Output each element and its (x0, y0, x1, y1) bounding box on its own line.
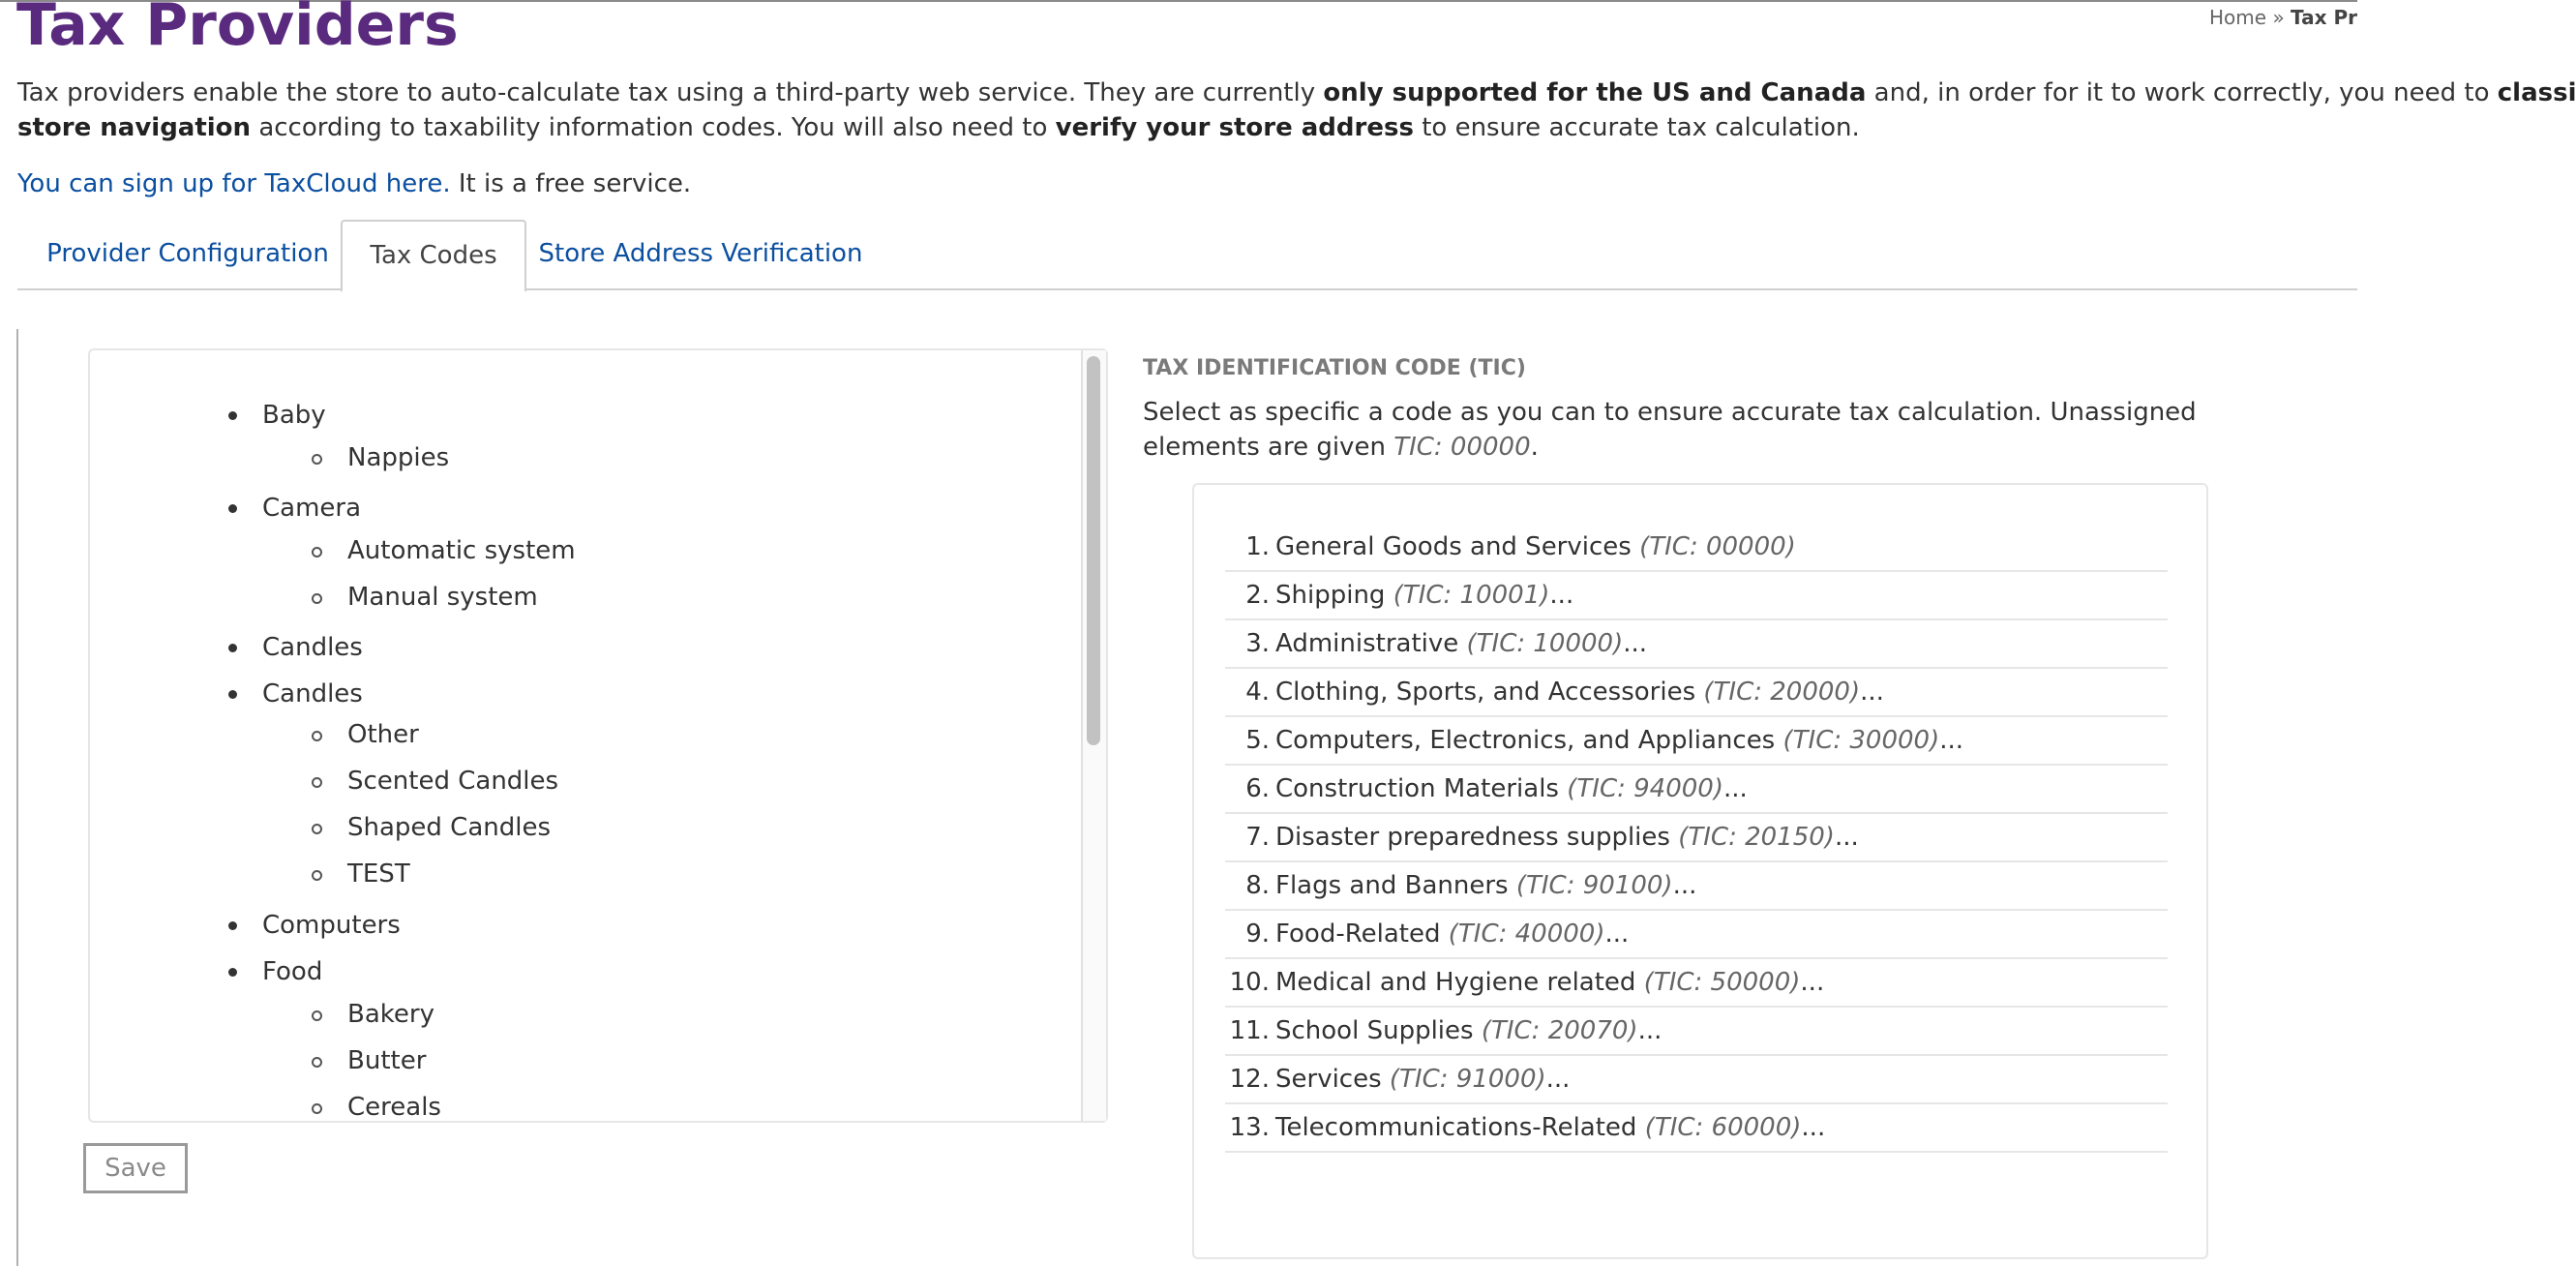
tic-item-code: (TIC: 30000) (1782, 726, 1940, 755)
bullet-icon (228, 921, 237, 930)
tic-item-number: 13. (1229, 1113, 1270, 1142)
tic-item-name: Clothing, Sports, and Accessories (1275, 678, 1696, 707)
tic-item-name: Telecommunications-Related (1275, 1113, 1637, 1142)
bullet-icon (228, 644, 237, 652)
tree-category-item[interactable] (262, 632, 363, 663)
bullet-icon (228, 411, 237, 420)
tree-item-label: Food (262, 957, 323, 987)
tic-item-number: 3. (1245, 629, 1270, 658)
hollow-bullet-icon (312, 870, 322, 881)
tree-category-item[interactable] (262, 956, 322, 987)
tab-store-address-verification[interactable]: Store Address Verification (538, 239, 863, 268)
tic-item-name: General Goods and Services (1275, 532, 1632, 561)
tic-item-name: Services (1275, 1065, 1382, 1094)
hollow-bullet-icon (312, 777, 322, 788)
tic-item-name: Flags and Banners (1275, 871, 1509, 900)
tree-item-label: Butter (347, 1045, 427, 1075)
tic-item-number: 10. (1229, 968, 1270, 997)
tic-item-expand[interactable]: ... (1637, 1016, 1662, 1045)
tic-item-expand[interactable]: ... (1722, 774, 1748, 803)
tree-category-item[interactable] (262, 400, 326, 431)
tic-item-code: (TIC: 90100) (1515, 871, 1673, 900)
save-button[interactable]: Save (83, 1143, 188, 1193)
tree-subcategory-item[interactable] (347, 812, 551, 843)
tic-item-number: 8. (1245, 871, 1270, 900)
tic-list-item[interactable] (1225, 862, 2168, 911)
tic-list-item[interactable] (1225, 1104, 2168, 1153)
tic-item-name: Medical and Hygiene related (1275, 968, 1636, 997)
tic-list-item[interactable] (1225, 572, 2168, 620)
tree-subcategory-item[interactable] (347, 1045, 426, 1076)
tree-subcategory-item[interactable] (347, 766, 558, 797)
breadcrumb-separator: » (2272, 6, 2285, 29)
tic-item-number: 12. (1229, 1065, 1270, 1094)
tic-item-number: 11. (1229, 1016, 1270, 1045)
intro-text-4: to ensure accurate tax calculation. (1413, 113, 1860, 142)
panel-left-border (16, 329, 18, 1266)
tree-scrollbar-thumb[interactable] (1087, 356, 1100, 745)
tic-item-code: (TIC: 10001) (1393, 581, 1550, 610)
tree-subcategory-item[interactable] (347, 535, 576, 566)
tree-item-label: Cereals (347, 1092, 441, 1122)
tic-item-number: 1. (1245, 532, 1270, 561)
tic-item-expand[interactable]: ... (1623, 629, 1648, 658)
tree-item-label: Candles (262, 633, 363, 663)
tic-list-item[interactable] (1225, 959, 2168, 1008)
tic-item-name: Food-Related (1275, 919, 1441, 949)
tic-item-expand[interactable]: ... (1834, 823, 1859, 852)
tab-tax-codes[interactable]: Tax Codes (341, 220, 526, 292)
tree-item-label: Other (347, 720, 419, 750)
tic-list-item[interactable] (1225, 911, 2168, 959)
tree-item-label: Candles (262, 679, 363, 709)
tic-item-number: 5. (1245, 726, 1270, 755)
intro-bold-2: classi (2497, 78, 2576, 107)
bullet-icon (228, 504, 237, 513)
intro-bold-4: verify your store address (1055, 113, 1414, 142)
intro-text-2: and, in order for it to work correctly, you need to (1866, 78, 2498, 107)
tic-item-name: Shipping (1275, 581, 1386, 610)
tree-item-label: Manual system (347, 582, 538, 612)
signup-text: It is a free service. (450, 169, 692, 198)
hollow-bullet-icon (312, 1103, 322, 1114)
tree-item-label: Baby (262, 401, 326, 431)
breadcrumb-current: Tax Pr (2291, 6, 2357, 29)
tic-list-item[interactable] (1225, 717, 2168, 766)
intro-bold-3: store navigation (17, 113, 252, 142)
tic-list-item[interactable] (1225, 814, 2168, 862)
hollow-bullet-icon (312, 454, 322, 465)
tic-item-expand[interactable]: ... (1860, 678, 1884, 707)
tic-item-number: 9. (1245, 919, 1270, 949)
hollow-bullet-icon (312, 547, 322, 558)
tic-item-code: (TIC: 20000) (1703, 678, 1861, 707)
tic-item-name: Disaster preparedness supplies (1275, 823, 1670, 852)
tree-item-label: Camera (262, 494, 362, 524)
tic-item-code: (TIC: 60000) (1644, 1113, 1802, 1142)
tic-item-expand[interactable]: ... (1939, 726, 1964, 755)
tic-item-number: 6. (1245, 774, 1270, 803)
tic-item-name: School Supplies (1275, 1016, 1474, 1045)
tree-item-label: Shaped Candles (347, 813, 552, 843)
hollow-bullet-icon (312, 731, 322, 741)
tic-description-end: . (1530, 433, 1539, 462)
tree-subcategory-item[interactable] (347, 719, 419, 750)
hollow-bullet-icon (312, 1010, 322, 1021)
tic-item-expand[interactable]: ... (1801, 1113, 1826, 1142)
tree-category-item[interactable] (262, 493, 361, 524)
tic-item-code: (TIC: 00000) (1639, 532, 1796, 561)
tic-item-name: Construction Materials (1275, 774, 1559, 803)
tic-item-code: (TIC: 10000) (1466, 629, 1624, 658)
tic-item-expand[interactable]: ... (1545, 1065, 1571, 1094)
hollow-bullet-icon (312, 593, 322, 604)
tic-default-code: TIC: 00000 (1393, 433, 1531, 462)
category-tree-panel[interactable] (88, 348, 1108, 1123)
tic-item-expand[interactable]: ... (1549, 581, 1574, 610)
intro-text-3: according to taxability information codes. You will also need to (251, 113, 1056, 142)
tree-item-label: Computers (262, 911, 401, 941)
bullet-icon (228, 968, 237, 977)
tree-subcategory-item[interactable] (347, 999, 434, 1030)
bullet-icon (228, 690, 237, 699)
tree-item-label: TEST (347, 859, 410, 889)
tab-bar (17, 220, 2357, 290)
tic-item-name: Administrative (1275, 629, 1459, 658)
intro-text (17, 75, 2576, 145)
tic-item-code: (TIC: 20150) (1678, 823, 1835, 852)
tree-subcategory-item[interactable] (347, 582, 538, 613)
tic-item-expand[interactable]: ... (1800, 968, 1825, 997)
tic-list-item[interactable] (1225, 766, 2168, 814)
intro-text-1: Tax providers enable the store to auto-calculate tax using a third-party web service. They are currently (17, 78, 1324, 107)
tree-item-label: Automatic system (347, 535, 576, 565)
tree-subcategory-item[interactable] (347, 442, 449, 473)
tic-item-expand[interactable]: ... (1672, 871, 1697, 900)
tree-category-item[interactable] (262, 678, 363, 709)
intro-bold-1: only supported for the US and Canada (1323, 78, 1867, 107)
breadcrumb-home[interactable]: Home (2209, 6, 2267, 29)
tic-list-item[interactable] (1225, 620, 2168, 669)
tic-item-code: (TIC: 20070) (1481, 1016, 1638, 1045)
tic-list-item[interactable] (1225, 1008, 2168, 1056)
tree-subcategory-item[interactable] (347, 859, 410, 889)
tic-item-code: (TIC: 91000) (1389, 1065, 1546, 1094)
tic-item-number: 2. (1245, 581, 1270, 610)
tree-item-label: Bakery (347, 999, 434, 1029)
tic-item-expand[interactable]: ... (1604, 919, 1630, 949)
tree-category-item[interactable] (262, 910, 401, 941)
page-title: Tax Providers (16, 0, 459, 59)
tree-item-label: Scented Candles (347, 767, 559, 797)
tic-list-item[interactable] (1225, 524, 2168, 572)
tic-item-number: 4. (1245, 678, 1270, 707)
tic-description (1143, 395, 2207, 465)
tic-item-number: 7. (1245, 823, 1270, 852)
tic-heading: TAX IDENTIFICATION CODE (TIC) (1143, 356, 1526, 380)
tic-item-name: Computers, Electronics, and Appliances (1275, 726, 1776, 755)
breadcrumb (2209, 6, 2357, 29)
tic-description-text: Select as specific a code as you can to ensure accurate tax calculation. Unassigned elements are given (1143, 398, 2197, 462)
tic-list-item[interactable] (1225, 1056, 2168, 1104)
tic-item-code: (TIC: 50000) (1643, 968, 1801, 997)
tree-scrollbar[interactable] (1081, 350, 1106, 1121)
hollow-bullet-icon (312, 824, 322, 834)
signup-line (17, 166, 691, 201)
tree-item-label: Nappies (347, 442, 450, 472)
tab-provider-configuration[interactable]: Provider Configuration (46, 239, 329, 268)
tic-item-code: (TIC: 94000) (1567, 774, 1723, 803)
hollow-bullet-icon (312, 1057, 322, 1068)
tic-item-code: (TIC: 40000) (1448, 919, 1605, 949)
taxcloud-signup-link[interactable]: You can sign up for TaxCloud here. (17, 169, 451, 198)
tree-subcategory-item[interactable] (347, 1092, 441, 1123)
tic-list-item[interactable] (1225, 669, 2168, 717)
